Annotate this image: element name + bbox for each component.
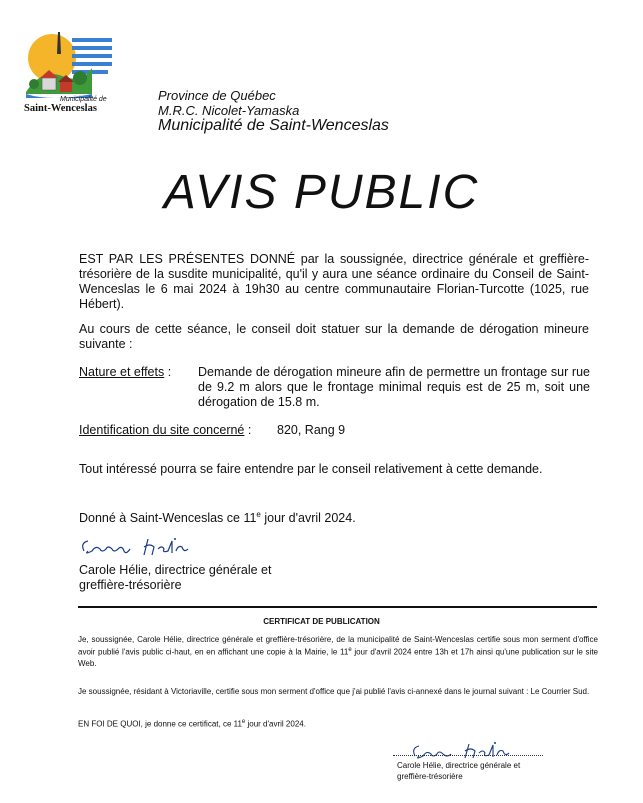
cert-p3-sup: e [241,719,246,725]
divider [78,606,597,608]
notice-paragraph-3: Tout intéressé pourra se faire entendre par le conseil relativement à cette demande. [79,462,543,476]
certificate-paragraph-2: Je soussignée, résidant à Victoriaville, certifie sous mon serment d'office que j'ai publié l'avis ci-annexé dans le journal suivant : Le Courrier Sud. [78,687,590,696]
given-prefix: Donné à Saint-Wenceslas ce 11 [79,511,257,526]
page-title: AVIS PUBLIC [163,166,480,219]
certificate-title: CERTIFICAT DE PUBLICATION [263,617,380,626]
cert-p3-prefix: EN FOI DE QUOI, je donne ce certificat, ce 11 [78,719,242,729]
nature-label-row [79,365,171,379]
site-colon: : [244,423,252,437]
signature-line [393,755,543,756]
certificate-paragraph-3 [78,717,598,730]
nature-label: Nature et effets [79,365,165,379]
notice-paragraph-1: EST PAR LES PRÉSENTES DONNÉ par la soussignée, directrice générale et greffière-trésorière de la susdite municipalité, qu'il y aura une séance ordinaire du Conseil de Saint-Wenceslas le 6 mai 2024 à 19h30 au centre communautaire Florian-Turcotte (1025, rue Hébert). [79,252,589,311]
site-value: 820, Rang 9 [277,423,346,437]
cert-p1-sup: e [348,647,352,653]
header-mrc: M.R.C. Nicolet-Yamaska [158,103,300,118]
notice-paragraph-2: Au cours de cette séance, le conseil doit statuer sur la demande de dérogation mineure suivante : [79,322,589,351]
site-label: Identification du site concerné [79,423,245,437]
signer-block [79,563,271,593]
header-province: Province de Québec [158,88,276,103]
cert-signer-line-2: greffière-trésorière [397,772,463,781]
logo-caption-small: Municipalité de [60,96,107,103]
certificate-paragraph-1 [78,634,598,669]
given-sup: e [256,510,261,519]
given-date [79,507,589,526]
cert-p1-suffix: jour d'avril 2024 entre 13h et 17h ainsi qu'une publication sur le site Web. [78,647,598,668]
signer-line-2: greffière-trésorière [79,578,182,592]
certificate-signature [395,738,525,762]
site-label-row [79,423,251,437]
nature-text: Demande de dérogation mineure afin de permettre un frontage sur rue de 9.2 m alors que le frontage minimal requis est de 25 m, soit une dérogation de 15.8 m. [198,365,590,409]
cert-signer-line-1: Carole Hélie, directrice générale et [397,761,521,770]
cert-p1-prefix: Je, soussignée, Carole Hélie, directrice générale et greffière-trésorière, de la municipalité de Saint-Wenceslas certifie sous mon serment d'office avoir publié l'avis public ci-haut, en en affichant une copie à la Mairie, le 11 [78,635,598,657]
signer-line-1: Carole Hélie, directrice générale et [79,563,272,577]
given-suffix: jour d'avril 2024. [260,511,356,526]
logo-caption-big: Saint-Wenceslas [24,103,97,114]
header-municipality: Municipalité de Saint-Wenceslas [158,117,389,134]
handwritten-signature [78,535,208,559]
cert-p3-suffix: jour d'avril 2024. [245,719,306,729]
certificate-signer-block [397,760,520,782]
nature-colon: : [164,365,172,379]
